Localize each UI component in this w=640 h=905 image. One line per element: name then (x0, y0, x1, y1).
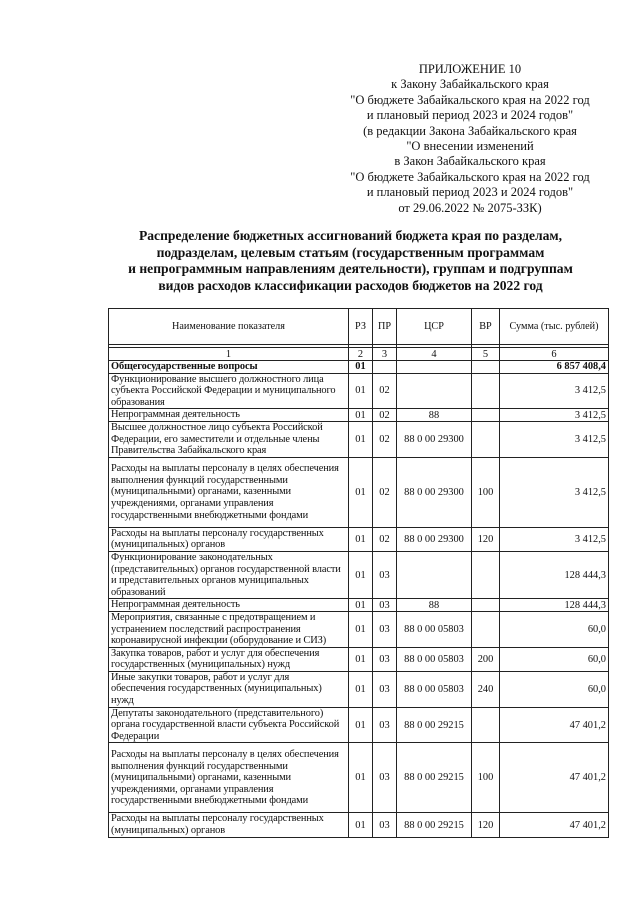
cell-csr: 88 (397, 409, 472, 422)
cell-name: Высшее должностное лицо субъекта Российской Федерации, его заместители и отдельные члены Правительства Забайкальского края (109, 421, 349, 457)
title-line: Распределение бюджетных ассигнований бюджета края по разделам, (138, 228, 563, 243)
table-row (109, 409, 609, 422)
cell-pr: 03 (373, 599, 397, 612)
appendix-line: "О бюджете Забайкальского края на 2022 год (350, 169, 590, 184)
cell-vr (472, 373, 500, 409)
column-index: 1 (109, 348, 349, 361)
table-row (109, 647, 609, 671)
header-csr: ЦСР (397, 309, 472, 345)
cell-rz: 01 (349, 457, 373, 527)
cell-csr (397, 551, 472, 598)
table-row (109, 599, 609, 612)
appendix-line: в Закон Забайкальского края (394, 154, 546, 169)
appendix-line: "О бюджете Забайкальского края на 2022 год (350, 92, 590, 107)
cell-pr: 03 (373, 813, 397, 837)
table-row (109, 707, 609, 743)
cell-rz: 01 (349, 527, 373, 551)
cell-name: Непрограммная деятельность (109, 599, 349, 612)
cell-pr: 03 (373, 551, 397, 598)
cell-rz: 01 (349, 361, 373, 374)
appendix-line: от 29.06.2022 № 2075-ЗЗК) (398, 200, 542, 215)
table-row (109, 373, 609, 409)
cell-name: Расходы на выплаты персоналу в целях обеспечения выполнения функций государственными (муниципальными) органами, казенными учреждениями, органами управления государственными внебюджетными фондами (109, 743, 349, 813)
cell-name: Расходы на выплаты персоналу в целях обеспечения выполнения функций государственными (муниципальными) органами, казенными учреждениями, органами управления государственными внебюджетными фондами (109, 457, 349, 527)
table-row (109, 527, 609, 551)
table-row (109, 551, 609, 598)
cell-name: Мероприятия, связанные с предотвращением и устранением последствий распространения коронавирусной инфекции (оборудование и СИЗ) (109, 611, 349, 647)
cell-csr: 88 0 00 05803 (397, 611, 472, 647)
title-line: и непрограммным направлениям деятельности), группам и подгруппам (128, 261, 573, 277)
cell-name: Иные закупки товаров, работ и услуг для обеспечения государственных (муниципальных) нужд (109, 671, 349, 707)
cell-name: Функционирование высшего должностного лица субъекта Российской Федерации и муниципального образования (109, 373, 349, 409)
cell-vr (472, 707, 500, 743)
cell-vr (472, 361, 500, 374)
cell-sum: 47 401,2 (500, 743, 609, 813)
cell-sum: 3 412,5 (500, 373, 609, 409)
cell-csr: 88 0 00 29300 (397, 457, 472, 527)
cell-csr (397, 373, 472, 409)
table-header-row (109, 309, 609, 345)
cell-pr: 02 (373, 421, 397, 457)
table-row (109, 361, 609, 374)
cell-rz: 01 (349, 373, 373, 409)
document-title (108, 228, 593, 294)
column-index: 3 (373, 348, 397, 361)
header-pr: ПР (373, 309, 397, 345)
cell-vr: 100 (472, 457, 500, 527)
title-line: видов расходов классификации расходов бюджетов на 2022 год (158, 277, 543, 293)
cell-vr: 120 (472, 527, 500, 551)
appendix-line: (в редакции Закона Забайкальского края (363, 123, 577, 138)
column-index: 5 (472, 348, 500, 361)
cell-rz: 01 (349, 599, 373, 612)
cell-sum: 128 444,3 (500, 551, 609, 598)
cell-sum: 3 412,5 (500, 457, 609, 527)
appendix-line: ПРИЛОЖЕНИЕ 10 (418, 62, 522, 76)
table-row (109, 421, 609, 457)
cell-pr: 03 (373, 743, 397, 813)
cell-sum: 60,0 (500, 671, 609, 707)
cell-pr: 02 (373, 457, 397, 527)
title-line: подразделам, целевым статьям (государственным программам (156, 244, 545, 260)
column-index: 2 (349, 348, 373, 361)
cell-rz: 01 (349, 611, 373, 647)
cell-csr: 88 0 00 29215 (397, 707, 472, 743)
cell-rz: 01 (349, 421, 373, 457)
header-sum: Сумма (тыс. рублей) (500, 309, 609, 345)
cell-name: Расходы на выплаты персоналу государственных (муниципальных) органов (109, 527, 349, 551)
cell-pr: 03 (373, 671, 397, 707)
cell-rz: 01 (349, 707, 373, 743)
cell-vr (472, 611, 500, 647)
cell-rz: 01 (349, 743, 373, 813)
cell-pr: 03 (373, 707, 397, 743)
budget-table (108, 308, 609, 838)
header-name: Наименование показателя (109, 309, 349, 345)
column-index: 4 (397, 348, 472, 361)
cell-sum: 3 412,5 (500, 421, 609, 457)
appendix-line: к Закону Забайкальского края (391, 77, 549, 92)
cell-sum: 6 857 408,4 (500, 361, 609, 374)
cell-sum: 47 401,2 (500, 813, 609, 837)
cell-vr (472, 599, 500, 612)
table-row (109, 671, 609, 707)
cell-sum: 60,0 (500, 611, 609, 647)
cell-vr (472, 421, 500, 457)
table-row (109, 457, 609, 527)
cell-vr: 200 (472, 647, 500, 671)
cell-csr: 88 0 00 29215 (397, 813, 472, 837)
cell-csr: 88 0 00 05803 (397, 647, 472, 671)
cell-sum: 47 401,2 (500, 707, 609, 743)
cell-vr (472, 551, 500, 598)
cell-pr: 03 (373, 611, 397, 647)
cell-vr: 120 (472, 813, 500, 837)
table-body (109, 348, 609, 838)
cell-vr: 240 (472, 671, 500, 707)
cell-sum: 128 444,3 (500, 599, 609, 612)
appendix-header (330, 62, 610, 216)
cell-csr: 88 0 00 29215 (397, 743, 472, 813)
header-vr: ВР (472, 309, 500, 345)
column-index: 6 (500, 348, 609, 361)
cell-name: Закупка товаров, работ и услуг для обеспечения государственных (муниципальных) нужд (109, 647, 349, 671)
cell-name: Непрограммная деятельность (109, 409, 349, 422)
cell-csr: 88 0 00 29300 (397, 527, 472, 551)
cell-csr: 88 (397, 599, 472, 612)
cell-rz: 01 (349, 551, 373, 598)
cell-rz: 01 (349, 647, 373, 671)
cell-csr: 88 0 00 05803 (397, 671, 472, 707)
cell-vr (472, 409, 500, 422)
appendix-line: "О внесении изменений (406, 139, 534, 154)
cell-pr: 02 (373, 409, 397, 422)
table-row (109, 813, 609, 837)
cell-name: Функционирование законодательных (представительных) органов государственной власти и представительных органов муниципальных образований (109, 551, 349, 598)
cell-name: Депутаты законодательного (представительного) органа государственной власти субъекта Российской Федерации (109, 707, 349, 743)
cell-sum: 3 412,5 (500, 527, 609, 551)
cell-pr: 03 (373, 647, 397, 671)
cell-name: Общегосударственные вопросы (109, 361, 349, 374)
appendix-line: и плановый период 2023 и 2024 годов" (366, 185, 574, 200)
cell-sum: 3 412,5 (500, 409, 609, 422)
table-row (109, 611, 609, 647)
cell-csr: 88 0 00 29300 (397, 421, 472, 457)
appendix-line: и плановый период 2023 и 2024 годов" (366, 108, 574, 123)
cell-pr (373, 361, 397, 374)
cell-rz: 01 (349, 671, 373, 707)
column-index-row (109, 348, 609, 361)
cell-name: Расходы на выплаты персоналу государственных (муниципальных) органов (109, 813, 349, 837)
cell-csr (397, 361, 472, 374)
table-row (109, 743, 609, 813)
cell-pr: 02 (373, 373, 397, 409)
cell-rz: 01 (349, 813, 373, 837)
cell-sum: 60,0 (500, 647, 609, 671)
cell-vr: 100 (472, 743, 500, 813)
cell-rz: 01 (349, 409, 373, 422)
cell-pr: 02 (373, 527, 397, 551)
header-rz: РЗ (349, 309, 373, 345)
